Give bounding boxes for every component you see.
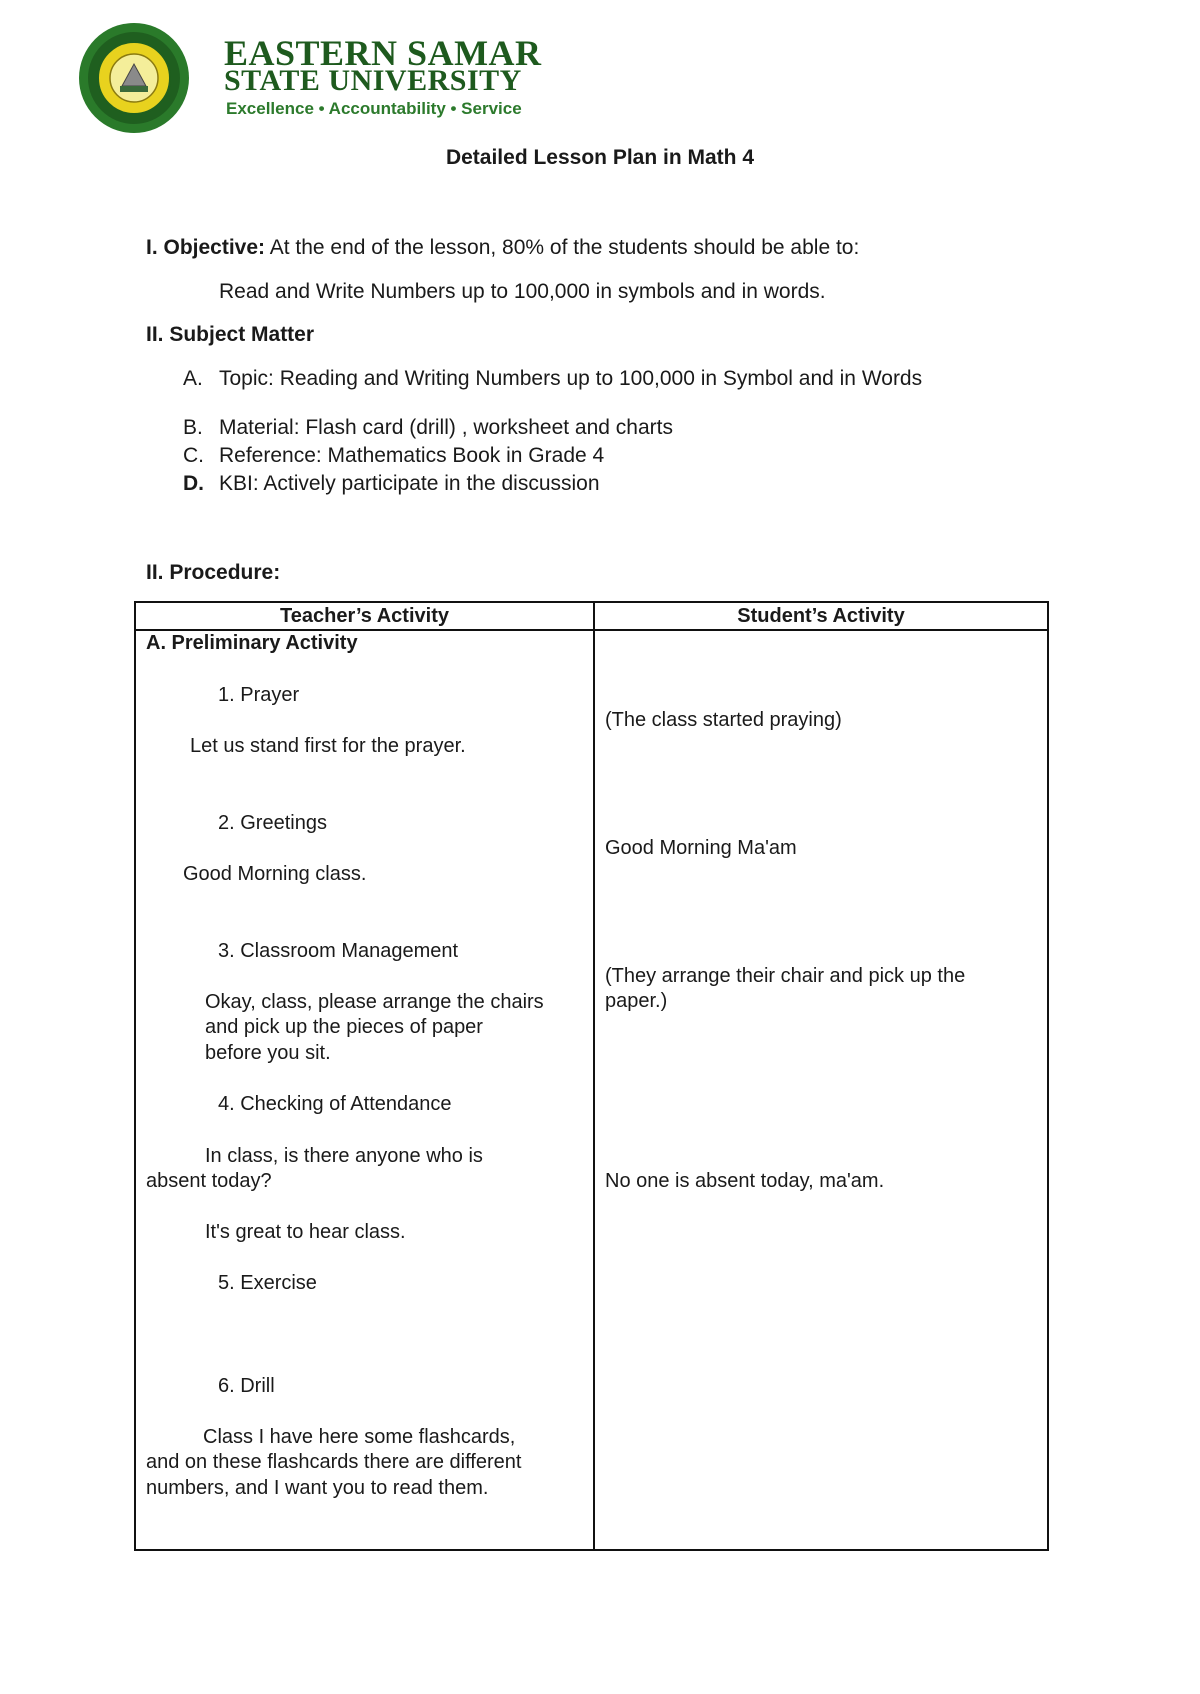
teacher-attendance-line: absent today? bbox=[146, 1170, 272, 1192]
teacher-greetings-text: Good Morning class. bbox=[183, 863, 367, 885]
teacher-drill-line: numbers, and I want you to read them. bbox=[146, 1477, 489, 1499]
university-name-line2: STATE UNIVERSITY bbox=[224, 64, 522, 97]
university-name-line1: EASTERN SAMAR bbox=[224, 33, 542, 73]
column-divider bbox=[593, 603, 595, 1549]
subject-matter-heading: II. Subject Matter bbox=[146, 323, 315, 346]
col-header-student: Student’s Activity bbox=[737, 605, 905, 627]
procedure-table bbox=[134, 601, 1049, 1551]
subject-item-kbi: KBI: Actively participate in the discussion bbox=[219, 472, 600, 495]
teacher-prayer-title: 1. Prayer bbox=[218, 684, 300, 706]
col-header-teacher: Teacher’s Activity bbox=[280, 605, 449, 627]
student-attendance: No one is absent today, ma'am. bbox=[605, 1170, 885, 1192]
subject-item-letter: B. bbox=[183, 416, 203, 439]
objective-text: At the end of the lesson, 80% of the students should be able to: bbox=[265, 236, 860, 259]
subject-item-material: Material: Flash card (drill) , worksheet and charts bbox=[219, 416, 673, 439]
teacher-drill-line: and on these flashcards there are different bbox=[146, 1451, 522, 1473]
teacher-attendance-reply: It's great to hear class. bbox=[205, 1221, 406, 1243]
teacher-classroom-line: Okay, class, please arrange the chairs bbox=[205, 991, 544, 1013]
teacher-greetings-title: 2. Greetings bbox=[218, 812, 327, 834]
university-motto: Excellence • Accountability • Service bbox=[226, 99, 522, 118]
student-classroom-line: (They arrange their chair and pick up the bbox=[605, 965, 966, 987]
teacher-classroom-line: and pick up the pieces of paper bbox=[205, 1016, 483, 1038]
student-classroom-line: paper.) bbox=[605, 990, 668, 1012]
teacher-attendance-line: In class, is there anyone who is bbox=[205, 1145, 483, 1167]
objective-item: Read and Write Numbers up to 100,000 in symbols and in words. bbox=[219, 280, 826, 303]
procedure-heading: II. Procedure: bbox=[146, 561, 281, 584]
teacher-attendance-title: 4. Checking of Attendance bbox=[218, 1093, 452, 1115]
teacher-exercise-title: 5. Exercise bbox=[218, 1272, 317, 1294]
objective-label: I. Objective: bbox=[146, 236, 266, 259]
objective-line bbox=[146, 236, 859, 260]
subject-item-letter: C. bbox=[183, 444, 204, 467]
subject-item-letter: D. bbox=[183, 472, 204, 495]
teacher-drill-line: Class I have here some flashcards, bbox=[203, 1426, 516, 1448]
page-title: Detailed Lesson Plan in Math 4 bbox=[445, 146, 755, 169]
subject-item-topic: Topic: Reading and Writing Numbers up to 100,000 in Symbol and in Words bbox=[219, 367, 923, 390]
teacher-drill-title: 6. Drill bbox=[218, 1375, 275, 1397]
section-preliminary-activity: A. Preliminary Activity bbox=[146, 632, 358, 654]
subject-item-letter: A. bbox=[183, 367, 203, 390]
teacher-prayer-text: Let us stand first for the prayer. bbox=[190, 735, 466, 757]
teacher-classroom-line: before you sit. bbox=[205, 1042, 331, 1064]
student-prayer: (The class started praying) bbox=[605, 709, 842, 731]
student-greetings: Good Morning Ma'am bbox=[605, 837, 797, 859]
subject-item-reference: Reference: Mathematics Book in Grade 4 bbox=[219, 444, 605, 467]
teacher-classroom-title: 3. Classroom Management bbox=[218, 940, 459, 962]
university-seal-icon bbox=[62, 22, 210, 134]
